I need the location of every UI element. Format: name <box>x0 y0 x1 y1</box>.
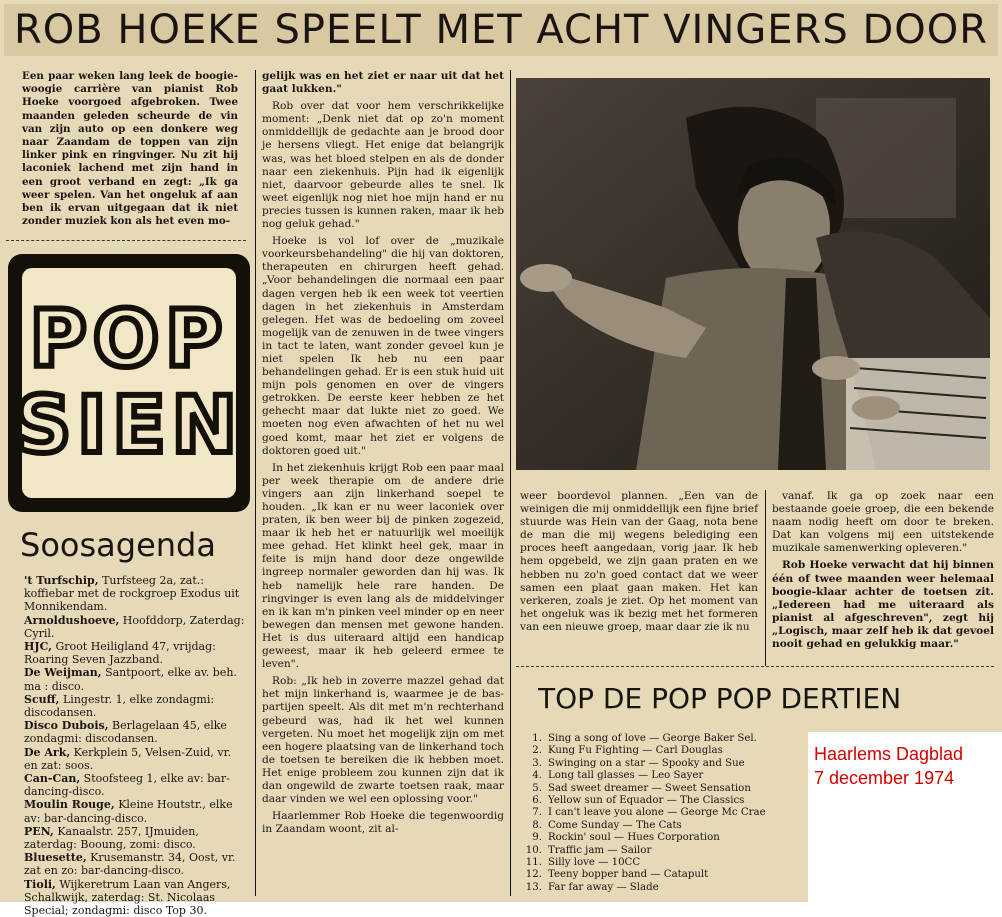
toplist-row <box>520 745 810 757</box>
toplist-song: Sing a song of love — George Baker Sel. <box>548 733 757 744</box>
venue-detail: Stoofsteeg 1, elke av: bar-dancing-disco. <box>24 772 230 799</box>
toplist-song: Traffic jam — Sailor <box>548 844 652 856</box>
venue-detail: Kanaalstr. 257, IJmuiden, zaterdag: Booung, zomi: disco. <box>24 824 199 852</box>
venue-name: Tioli, <box>24 877 56 891</box>
source-credit <box>808 732 1002 902</box>
col4-closing: Rob Hoeke verwacht dat hij binnen één of twee maanden weer helemaal boogie-klaar achter de toetsen zit. „Iedereen had me uiteraard als pianist al afgeschreven", zegt hij „Logisch, maar zelf heb ik dat gevoel nooit gehad en gelukkig maar." <box>772 559 994 651</box>
venue-detail: Hoofddorp, Zaterdag: Cyril. <box>24 613 245 640</box>
toplist-song: Rockin' soul — Hues Corporation <box>548 832 720 844</box>
toplist-row <box>520 869 810 881</box>
venue-name: Bluesette, <box>24 851 87 865</box>
toplist-rank: 6. <box>532 795 542 806</box>
soosagenda-entry <box>24 640 246 666</box>
col2-opening: gelijk was en het ziet er naar uit dat het gaat lukken." <box>262 70 504 96</box>
toplist-rank: 7. <box>532 807 542 819</box>
toplist-title: TOP DE POP POP DERTIEN <box>538 682 902 715</box>
toplist-rank: 8. <box>532 819 542 831</box>
venue-detail: Krusemanstr. 34, Oost, vr. zat en zo: bar-dancing-disco. <box>24 851 236 878</box>
logo-word-pop: POP <box>29 295 229 385</box>
toplist-song: Teeny bopper band — Catapult <box>548 869 709 881</box>
venue-detail: Kerkplein 5, Velsen-Zuid, vr. en zat: soos. <box>24 745 232 772</box>
soosagenda-entry <box>24 878 246 917</box>
credit-date: 7 december 1974 <box>814 768 955 788</box>
venue-name: PEN, <box>24 824 54 838</box>
soosagenda-list <box>24 574 246 917</box>
toplist-row <box>520 857 810 869</box>
venue-detail: Lingestr. 1, elke zondagmi: discodansen. <box>24 692 215 720</box>
soosagenda-title: Soosagenda <box>20 526 216 564</box>
venue-detail: Kleine Houtstr., elke av: bar-dancing-disco. <box>24 798 233 825</box>
venue-name: HJC, <box>24 640 52 654</box>
toplist-song: Sad sweet dreamer — Sweet Sensation <box>548 782 751 794</box>
column-rule-2 <box>510 70 511 896</box>
venue-name: Can-Can, <box>24 772 81 786</box>
venue-name: Arnoldushoeve, <box>24 613 120 627</box>
col2-paragraph: Rob: „Ik heb in zoverre mazzel gehad dat het mijn linkerhand is, waarmee je de bas-partijen speelt. Als dit met m'n rechterhand gebeurd was, had ik het wel kunnen vergeten. Nu moet het mogelijk zijn om met een hogere plaatsing van de linkerhand toch de toetsen te bereiken die ik hebben moet. Het enige probleem zou kunnen zijn dat ik dan ongewild de zwarte toetsen raak, maar daar vinden we wel een oplossing voor." <box>262 675 504 806</box>
toplist-song: Come Sunday — The Cats <box>548 819 682 831</box>
article-headline: ROB HOEKE SPEELT MET ACHT VINGERS DOOR <box>4 4 998 56</box>
toplist-row <box>520 770 810 782</box>
venue-name: 't Turfschip, <box>24 574 99 587</box>
toplist-rank: 4. <box>532 770 542 782</box>
soosagenda-entry <box>24 772 246 798</box>
venue-name: Moulin Rouge, <box>24 798 115 812</box>
toplist-rank: 5. <box>532 782 542 794</box>
col3-text: weer boordevol plannen. „Een van de weinigen die mij onmiddellijk een fijne brief stuurde was Hein van der Gaag, nota bene de man die mij wegens belediging een proces heeft aangedaan, vorig jaar. Ik heb hem opgebeld, we zijn gaan praten en we hebben nu zo'n goed contact dat we weer samen een plaat gaan maken. Het kan verkeren, zoals je ziet. Op het moment van het ongeluk was ik bezig met het formeren van een nieuwe groep, maar daar zie ik nu <box>520 490 758 633</box>
col2-paragraph: Haarlemmer Rob Hoeke die tegenwoordig in Zaandam woont, zit al- <box>262 810 504 836</box>
toplist-row <box>520 807 810 819</box>
toplist-rank: 10. <box>525 844 542 856</box>
soosagenda-entry <box>24 693 246 719</box>
soosagenda-entry <box>24 825 246 851</box>
toplist-song: Long tall glasses — Leo Sayer <box>548 770 704 782</box>
pop-sien-logo <box>8 254 250 512</box>
toplist-row <box>520 820 810 832</box>
soosagenda-entry <box>24 746 246 772</box>
toplist-rank: 13. <box>525 881 542 893</box>
toplist-song: Silly love — 10CC <box>548 857 641 868</box>
article-column-4 <box>772 490 994 666</box>
lead-text: Een paar weken lang leek de boogie-woogie carrière van pianist Rob Hoeke voorgoed afgebroken. Twee maanden geleden scheurde de vin van zijn auto op een donkere weg naar Zaandam de toppen van zijn linker pink en ringvinger. Nu zit hij laconiek lachend met zijn hand in een groot verband en zegt: „Ik ga weer spelen. Van het ongeluk af aan ben ik ervan uitgegaan dat ik niet zonder muziek kon als het even mo- <box>22 70 238 228</box>
toplist-row <box>520 733 810 745</box>
venue-detail: Berlagelaan 45, elke zondagmi: discodansen. <box>24 719 227 746</box>
venue-detail: Turfsteeg 2a, zat.: koffiebar met de rockgroep Exodus uit Monnikendam. <box>24 574 240 614</box>
toplist-song: Swinging on a star — Spooky and Sue <box>548 757 745 769</box>
toplist-row <box>520 845 810 857</box>
toplist-rank: 3. <box>532 757 542 769</box>
toplist-row <box>520 783 810 795</box>
col2-paragraph: Rob over dat voor hem verschrikkelijke moment: „Denk niet dat op zo'n moment onmiddellijk de gedachte aan je brood door je hersens vliegt. Het enige dat belangrijk was, was het bloed stelpen en als de donder naar een ziekenhuis. Pijn had ik eigenlijk niet, daarvoor gebeurde alles te snel. Ik weet eigenlijk nog niet hoe mijn hand er nu precies tussen is kunnen raken, maar ik heb nog geluk gehad." <box>262 100 504 231</box>
toplist-rank: 11. <box>525 857 542 868</box>
toplist-rank: 1. <box>532 733 542 744</box>
venue-name: De Weijman, <box>24 666 102 680</box>
col2-paragraph: In het ziekenhuis krijgt Rob een paar maal per week therapie om de andere drie vingers aan zijn linkerhand soepel te houden. „Ik kan er nu weer laconiek over praten, ik ben weer bij de pinken zogezeid, maar ik heb het er natuurlijk wel moeilijk mee gehad. Het klinkt heel gek, maar in feite is mijn hand door deze ongewilde ingreep normaler geworden dan hij was. Ik heb namelijk hele rare handen. De ringvinger is even lang als de middelvinger en ik kan m'n pinken veel minder op en neer bewegen dan mensen met gewone handen. Het is dus uiteraard altijd een handicap geweest, maar ik heb geleerd ermee te leven". <box>262 461 504 671</box>
photo-rob-hoeke-at-piano <box>516 78 990 470</box>
toplist-rank: 2. <box>532 745 542 757</box>
venue-name: Disco Dubois, <box>24 719 109 733</box>
toplist-rank: 9. <box>532 832 542 844</box>
toplist-song: Kung Fu Fighting — Carl Douglas <box>548 745 723 757</box>
article-column-3 <box>520 490 758 666</box>
venue-detail: Wijkeretrum Laan van Angers, Schalkwijk, zaterdag: St. Nicolaas Special; zondagmi: disco Top 30. <box>24 877 231 917</box>
logo-word-sien: SIEN <box>15 381 243 471</box>
venue-name: Scuff, <box>24 692 60 706</box>
toplist-row <box>520 795 810 807</box>
soosagenda-entry <box>24 798 246 824</box>
article-photo <box>516 78 990 470</box>
article-lead <box>22 70 238 234</box>
venue-detail: Groot Heiligland 47, vrijdag: Roaring Seven Jazzband. <box>24 640 216 667</box>
toplist-row <box>520 882 810 894</box>
col2-paragraph: Hoeke is vol lof over de „muzikale voorkeursbehandeling" die hij van doktoren, therapeuten en chirurgen heeft gehad. „Voor behandelingen die normaal een paar dagen vergen heb ik een week tot veertien dagen in het ziekenhuis in Amsterdam gelegen. Het was de bedoeling om zoveel mogelijk van de zenuwen in de twee vingers in tact te laten, want zonder gevoel kun je niet spelen Ik heb nu een paar behandelingen gehad. Er is een stuk huid uit mijn pols genomen en over de vingers getrokken. De eerste keer hebben ze het gehecht maar dat lukte niet zo goed. We moeten nog even afwachten of het nu wel goed komt, maar het ziet er volgens de doktoren goed uit." <box>262 235 504 457</box>
toplist-rank: 12. <box>525 869 542 881</box>
venue-detail: Santpoort, elke av. beh. ma : disco. <box>24 666 237 693</box>
soosagenda-entry <box>24 666 246 692</box>
soosagenda-entry <box>24 851 246 877</box>
toplist-divider <box>516 666 994 667</box>
article-column-2 <box>262 70 504 896</box>
venue-name: De Ark, <box>24 745 71 759</box>
column-rule-3 <box>765 490 766 666</box>
soosagenda-entry <box>24 614 246 640</box>
toplist-row <box>520 758 810 770</box>
soosagenda-entry <box>24 574 246 614</box>
column-rule-1 <box>255 70 256 896</box>
toplist-row <box>520 832 810 844</box>
lead-divider <box>6 240 246 241</box>
toplist-song: Far far away — Slade <box>548 881 659 893</box>
credit-newspaper: Haarlems Dagblad <box>814 744 964 764</box>
soosagenda-entry <box>24 719 246 745</box>
col4-text: vanaf. Ik ga op zoek naar een bestaande goeie groep, die een bekende naam nodig heeft om door te breken. Dat kan volgens mij een uitstekende muzikale samenwerking opleveren." <box>772 490 994 555</box>
toplist-song: Yellow sun of Equador — The Classics <box>548 795 745 806</box>
toplist-song: I can't leave you alone — George Mc Crae <box>548 807 766 819</box>
